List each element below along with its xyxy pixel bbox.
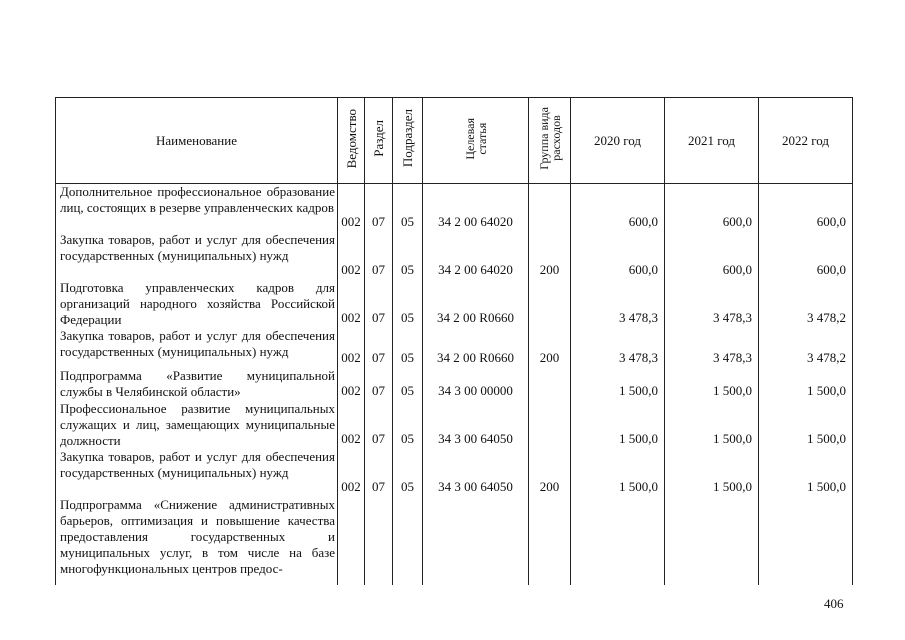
cell-y2020 [571, 232, 665, 280]
cell-y2020 [571, 497, 665, 585]
cell-text: 3 478,2 [807, 349, 846, 365]
table-row [56, 232, 853, 280]
cell-section [365, 368, 393, 401]
cell-text: 1 500,0 [807, 382, 846, 398]
cell-name [56, 232, 338, 280]
cell-text: 34 3 00 00000 [438, 382, 513, 398]
cell-text: Профессиональное развитие муниципальных служащих и лиц, замещающих муниципальные должности [60, 400, 335, 448]
cell-y2022 [759, 449, 853, 497]
cell-text: 05 [401, 349, 414, 365]
cell-text: 34 2 00 R0660 [437, 349, 514, 365]
cell-text: 002 [341, 309, 361, 325]
cell-section [365, 280, 393, 328]
header-section: Раздел [365, 98, 393, 184]
cell-subsection [393, 184, 423, 232]
cell-target [423, 280, 529, 328]
cell-y2021 [665, 184, 759, 232]
cell-text: 05 [401, 430, 414, 446]
cell-section [365, 232, 393, 280]
cell-y2022 [759, 368, 853, 401]
cell-y2020 [571, 449, 665, 497]
cell-dept [338, 328, 365, 368]
cell-text: 05 [401, 309, 414, 325]
budget-table [55, 97, 853, 585]
header-2020: 2020 год [571, 98, 665, 184]
cell-dept [338, 184, 365, 232]
cell-y2022 [759, 497, 853, 585]
cell-text: 600,0 [722, 213, 752, 229]
cell-text: Закупка товаров, работ и услуг для обеспечения государственных (муниципальных) нужд [60, 327, 335, 359]
cell-section [365, 497, 393, 585]
cell-text: 600,0 [816, 213, 846, 229]
cell-text: 1 500,0 [619, 478, 658, 494]
page-number: 406 [824, 596, 844, 611]
cell-text: Закупка товаров, работ и услуг для обеспечения государственных (муниципальных) нужд [60, 448, 335, 480]
table-row [56, 280, 853, 328]
cell-text: 07 [372, 261, 385, 277]
cell-group [529, 328, 571, 368]
cell-y2022 [759, 280, 853, 328]
cell-name [56, 328, 338, 368]
cell-target [423, 449, 529, 497]
table-row [56, 497, 853, 585]
cell-text: 05 [401, 213, 414, 229]
cell-text: 07 [372, 430, 385, 446]
cell-name [56, 368, 338, 401]
cell-text: Подпрограмма «Снижение административных барьеров, оптимизация и повышение качества предоставления государственных и муниципальных услуг, в том числе на базе многофункциональных центров предос- [60, 496, 335, 576]
cell-text: 07 [372, 349, 385, 365]
cell-text: 34 2 00 64020 [438, 261, 513, 277]
cell-text: Подготовка управленческих кадров для организаций народного хозяйства Российской Федерации [60, 279, 335, 327]
cell-target [423, 401, 529, 449]
header-subsection: Подраздел [393, 98, 423, 184]
cell-text: 002 [341, 430, 361, 446]
cell-text: 1 500,0 [619, 430, 658, 446]
cell-y2021 [665, 280, 759, 328]
cell-y2020 [571, 401, 665, 449]
cell-subsection [393, 497, 423, 585]
cell-text: 002 [341, 261, 361, 277]
cell-section [365, 184, 393, 232]
cell-text: 34 3 00 64050 [438, 478, 513, 494]
cell-section [365, 401, 393, 449]
cell-text: 1 500,0 [807, 478, 846, 494]
cell-text: 07 [372, 213, 385, 229]
cell-dept [338, 497, 365, 585]
cell-text: 600,0 [628, 213, 658, 229]
cell-group [529, 232, 571, 280]
cell-name [56, 280, 338, 328]
cell-text: 05 [401, 261, 414, 277]
cell-text: 600,0 [816, 261, 846, 277]
table-row [56, 328, 853, 368]
cell-name [56, 401, 338, 449]
cell-group [529, 497, 571, 585]
table-row [56, 449, 853, 497]
cell-text: 34 3 00 64050 [438, 430, 513, 446]
cell-text: 200 [539, 478, 560, 494]
header-dept: Ведомство [338, 98, 365, 184]
header-2022: 2022 год [759, 98, 853, 184]
cell-y2020 [571, 328, 665, 368]
cell-y2022 [759, 232, 853, 280]
header-group: Группа вида расходов [529, 98, 571, 184]
cell-text: 3 478,3 [619, 349, 658, 365]
cell-group [529, 449, 571, 497]
cell-text: 07 [372, 309, 385, 325]
cell-group [529, 368, 571, 401]
cell-y2021 [665, 449, 759, 497]
cell-section [365, 449, 393, 497]
cell-text: 1 500,0 [713, 478, 752, 494]
cell-text: 200 [539, 261, 560, 277]
cell-y2022 [759, 328, 853, 368]
cell-text: Подпрограмма «Развитие муниципальной службы в Челябинской области» [60, 367, 335, 399]
cell-y2021 [665, 328, 759, 368]
cell-y2022 [759, 401, 853, 449]
cell-text: 07 [372, 478, 385, 494]
header-target: Целевая статья [423, 98, 529, 184]
cell-dept [338, 401, 365, 449]
cell-y2021 [665, 401, 759, 449]
cell-y2021 [665, 497, 759, 585]
cell-text: 002 [341, 213, 361, 229]
cell-y2021 [665, 232, 759, 280]
cell-name [56, 449, 338, 497]
cell-dept [338, 280, 365, 328]
table-row [56, 368, 853, 401]
cell-y2020 [571, 280, 665, 328]
cell-dept [338, 368, 365, 401]
cell-text: 34 2 00 64020 [438, 213, 513, 229]
cell-target [423, 497, 529, 585]
cell-text: 1 500,0 [713, 430, 752, 446]
cell-text: 600,0 [722, 261, 752, 277]
cell-dept [338, 449, 365, 497]
cell-dept [338, 232, 365, 280]
cell-subsection [393, 368, 423, 401]
cell-text: 002 [341, 382, 361, 398]
cell-group [529, 401, 571, 449]
cell-y2022 [759, 184, 853, 232]
cell-subsection [393, 401, 423, 449]
cell-y2020 [571, 368, 665, 401]
table-header-row [56, 98, 853, 184]
cell-text: 002 [341, 349, 361, 365]
header-2021: 2021 год [665, 98, 759, 184]
cell-target [423, 184, 529, 232]
table-row [56, 401, 853, 449]
cell-group [529, 280, 571, 328]
cell-text: 3 478,3 [713, 309, 752, 325]
cell-subsection [393, 232, 423, 280]
cell-text: Закупка товаров, работ и услуг для обеспечения государственных (муниципальных) нужд [60, 231, 335, 263]
cell-group [529, 184, 571, 232]
cell-text: 200 [539, 349, 560, 365]
cell-subsection [393, 280, 423, 328]
cell-text: 1 500,0 [713, 382, 752, 398]
cell-text: 07 [372, 382, 385, 398]
cell-text: 3 478,2 [807, 309, 846, 325]
cell-name [56, 497, 338, 585]
cell-section [365, 328, 393, 368]
cell-text: 34 2 00 R0660 [437, 309, 514, 325]
cell-subsection [393, 449, 423, 497]
cell-y2020 [571, 184, 665, 232]
table-row [56, 184, 853, 232]
cell-text: 3 478,3 [619, 309, 658, 325]
cell-text: 1 500,0 [807, 430, 846, 446]
cell-y2021 [665, 368, 759, 401]
cell-text: 002 [341, 478, 361, 494]
cell-subsection [393, 328, 423, 368]
cell-text: 05 [401, 478, 414, 494]
cell-target [423, 328, 529, 368]
header-name: Наименование [56, 98, 338, 184]
cell-text: 3 478,3 [713, 349, 752, 365]
cell-text: 05 [401, 382, 414, 398]
cell-text: 600,0 [628, 261, 658, 277]
cell-target [423, 368, 529, 401]
cell-text: Дополнительное профессиональное образование лиц, состоящих в резерве управленческих кадров [60, 184, 335, 215]
cell-target [423, 232, 529, 280]
cell-name [56, 184, 338, 232]
cell-text: 1 500,0 [619, 382, 658, 398]
